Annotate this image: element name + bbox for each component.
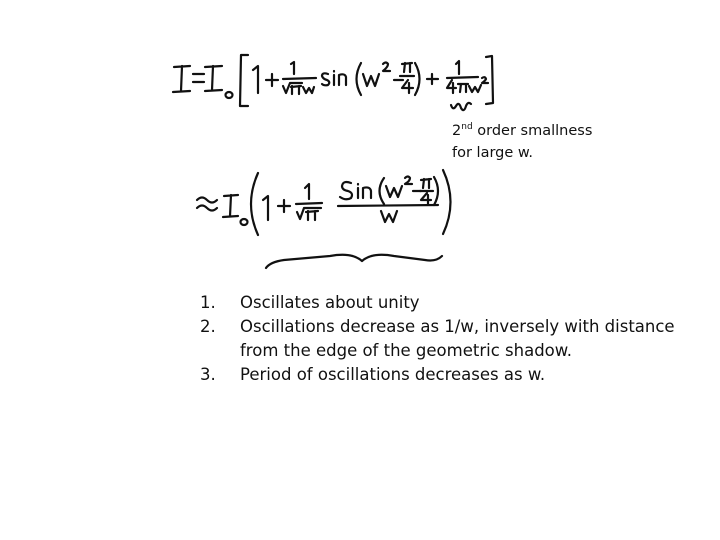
list-item xyxy=(200,291,700,315)
list-item xyxy=(200,363,700,387)
list-item-number: 1. xyxy=(200,293,216,312)
annotation-line-1 xyxy=(452,120,592,142)
equation-1 xyxy=(173,55,493,110)
list-item xyxy=(200,315,700,363)
list-item-text: Oscillates about unity xyxy=(240,293,420,312)
list-item-number: 3. xyxy=(200,365,216,384)
equation-2 xyxy=(197,170,451,235)
annotation-note xyxy=(452,120,592,164)
list-item-text: Period of oscillations decreases as w. xyxy=(240,365,546,384)
under-brace xyxy=(266,255,442,268)
list-item-number: 2. xyxy=(200,317,216,336)
order-suffix: nd xyxy=(461,122,473,132)
numbered-list xyxy=(200,291,700,387)
list-item-text: Oscillations decrease as 1/w, inversely with distance from the edge of the geometric shadow. xyxy=(240,317,675,360)
annotation-line-1-rest: order smallness xyxy=(477,123,593,139)
annotation-line-2: for large w. xyxy=(452,145,534,161)
order-number: 2 xyxy=(452,123,462,139)
